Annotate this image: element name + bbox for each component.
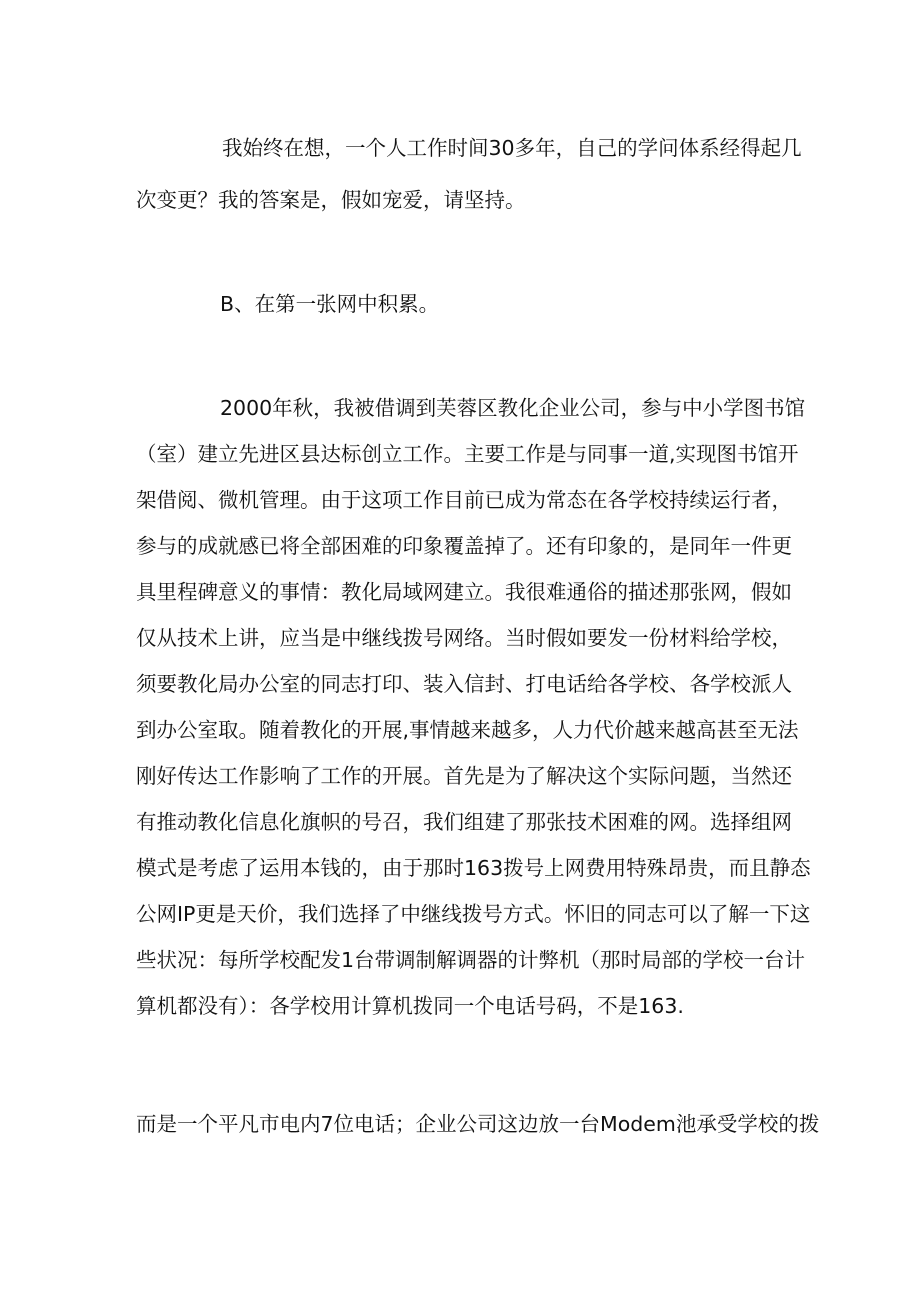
paragraph-1-line-1: 我始终在想，一个人工作时间30多年，自己的学问体系经得起几 (222, 136, 802, 160)
section-heading-b: B、在第一张网中积累。 (220, 292, 440, 316)
paragraph-3-line-7: 须要教化局办公室的同志打印、装入信封、打电话给各学校、各学校派人 (136, 672, 792, 696)
paragraph-3-line-10: 有推动教化信息化旗帜的号召，我们组建了那张技术困难的网。选择组网 (136, 810, 792, 834)
paragraph-3-line-11: 模式是考虑了运用本钱的，由于那时163拨号上网费用特殊昂贵，而且静态 (136, 856, 811, 880)
paragraph-3-line-2: （室）建立先进区县达标创立工作。主要工作是与同事一道,实现图书馆开 (136, 442, 799, 466)
paragraph-4-line-1: 而是一个平凡市电内7位电话；企业公司这边放一台Modem池承受学校的拨 (136, 1112, 820, 1136)
paragraph-3-line-13: 些状况：每所学校配发1台带调制解调器的计弊机（那时局部的学校一台计 (136, 948, 806, 972)
paragraph-1-line-2: 次变更？我的答案是，假如宠爱，请坚持。 (136, 188, 526, 212)
paragraph-3-line-5: 具里程碑意义的事情：教化局域网建立。我很难通俗的描述那张网，假如 (136, 580, 792, 604)
paragraph-3-line-12: 公网IP更是天价，我们选择了中继线拨号方式。怀旧的同志可以了解一下这 (136, 902, 811, 926)
paragraph-3-line-14: 算机都没有）：各学校用计算机拨同一个电话号码，不是163. (136, 994, 684, 1018)
paragraph-3-line-1: 2000年秋，我被借调到芙蓉区教化企业公司，参与中小学图书馆 (220, 396, 806, 420)
paragraph-3-line-6: 仅从技术上讲，应当是中继线拨号网络。当时假如要发一份材料给学校， (136, 626, 792, 650)
paragraph-3-line-9: 刚好传达工作影响了工作的开展。首先是为了解决这个实际问题，当然还 (136, 764, 792, 788)
paragraph-3-line-3: 架借阅、微机管理。由于这项工作目前已成为常态在各学校持续运行者， (136, 488, 792, 512)
paragraph-3-line-4: 参与的成就感已将全部困难的印象覆盖掉了。还有印象的，是同年一件更 (136, 534, 792, 558)
paragraph-3-line-8: 到办公室取。随着教化的开展,事情越来越多，人力代价越来越高甚至无法 (136, 718, 799, 742)
